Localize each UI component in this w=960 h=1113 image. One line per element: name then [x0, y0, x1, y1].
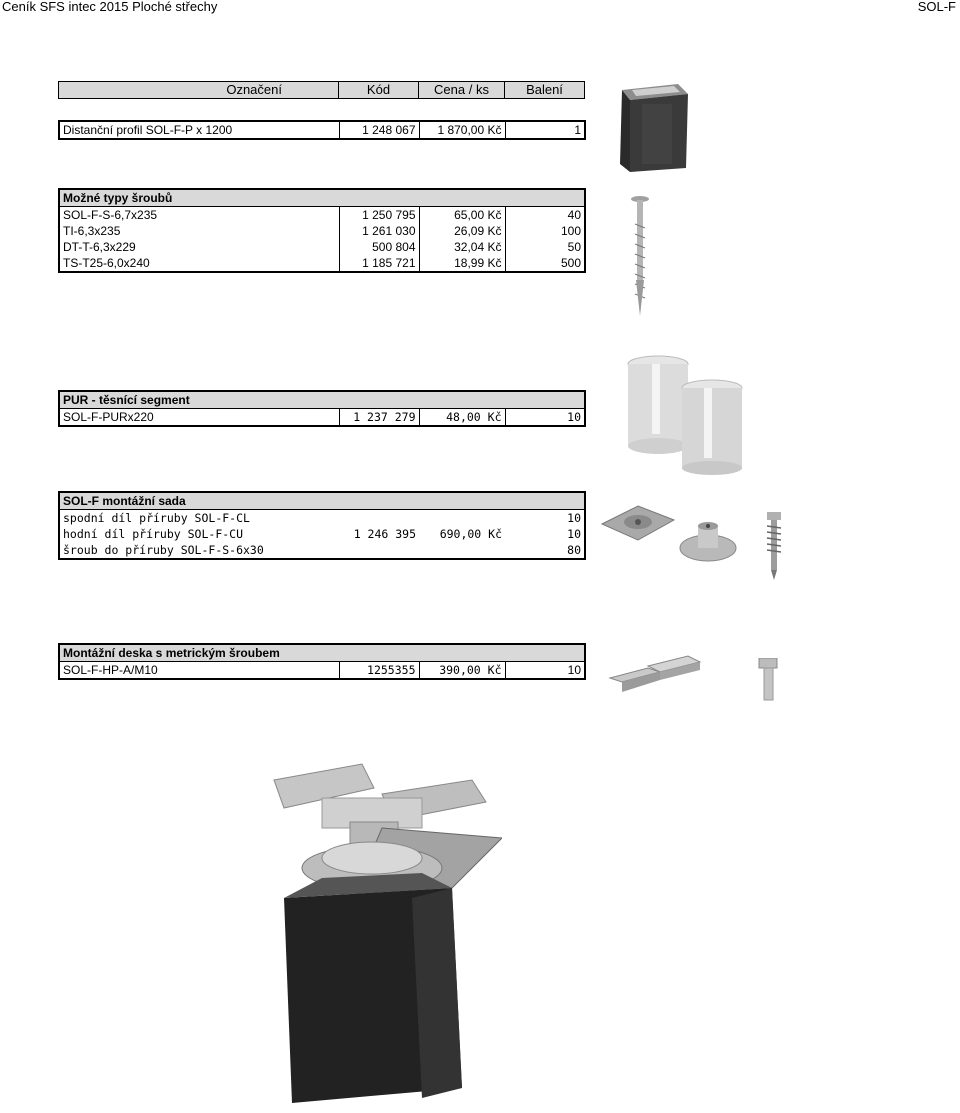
table-row [59, 223, 585, 239]
distance-profile-image [612, 76, 692, 176]
item-name: Distanční profil SOL-F-P x 1200 [63, 123, 233, 137]
table-row [59, 662, 585, 680]
table-row [59, 526, 585, 542]
column-header-name: Označení [59, 82, 339, 99]
flange-lower-image [598, 502, 678, 542]
item-code: 500 804 [339, 239, 419, 255]
table-row [59, 409, 585, 427]
item-price: 48,00 Kč [419, 409, 505, 427]
item-price: 65,00 Kč [419, 207, 505, 224]
item-code: 1 248 067 [339, 121, 419, 139]
document-header-title: Ceník SFS intec 2015 Ploché střechy [2, 0, 218, 14]
item-code: 1255355 [339, 662, 419, 680]
column-header-pack: Balení [505, 82, 585, 99]
pur-table [58, 390, 586, 427]
item-price: 690,00 Kč [439, 527, 502, 541]
item-code: 1 237 279 [339, 409, 419, 427]
distance-profile-table [58, 120, 586, 140]
column-header-code: Kód [339, 82, 419, 99]
item-pack: 10 [567, 410, 582, 424]
item-price: 390,00 Kč [419, 662, 505, 680]
table-row [59, 207, 585, 224]
column-header-price: Cena / ks [419, 82, 505, 99]
montage-set-table [58, 491, 586, 560]
item-code: 1 246 395 [353, 527, 416, 541]
metric-bolt-image [756, 658, 780, 702]
item-price: 32,04 Kč [419, 239, 505, 255]
pur-segment-image [622, 352, 748, 476]
assembly-illustration [262, 758, 502, 1108]
section-title: PUR - těsnící segment [59, 391, 585, 409]
screw-image [625, 194, 655, 320]
mount-plate-image [608, 652, 704, 700]
item-pack: 100 [561, 224, 582, 238]
flange-screw-image [762, 512, 786, 580]
item-name: TI-6,3x235 [63, 224, 121, 238]
mount-plate-table [58, 643, 586, 680]
item-pack: 500 [561, 256, 582, 270]
table-row [59, 239, 585, 255]
item-code: 1 185 721 [339, 255, 419, 272]
item-code: 1 261 030 [339, 223, 419, 239]
section-title: SOL-F montážní sada [59, 492, 585, 510]
flange-upper-image [678, 520, 738, 568]
item-name: SOL-F-S-6,7x235 [63, 208, 158, 222]
table-row [59, 510, 585, 527]
price-header-table [58, 81, 585, 99]
table-row [59, 255, 585, 272]
item-pack: 10 [567, 511, 581, 525]
item-name: DT-T-6,3x229 [63, 240, 136, 254]
item-pack: 40 [567, 208, 582, 222]
table-row [59, 121, 585, 139]
item-name: SOL-F-HP-A/M10 [63, 663, 158, 677]
section-title: Montážní deska s metrickým šroubem [59, 644, 585, 662]
item-pack: 50 [567, 240, 582, 254]
section-title: Možné typy šroubů [59, 189, 585, 207]
item-price: 1 870,00 Kč [419, 121, 505, 139]
item-pack: 10 [567, 527, 581, 541]
item-name: hodní díl příruby SOL-F-CU [63, 527, 244, 541]
item-price: 26,09 Kč [419, 223, 505, 239]
item-pack: 10 [567, 663, 581, 677]
item-name: šroub do příruby SOL-F-S-6x30 [63, 543, 264, 557]
item-pack: 80 [567, 543, 581, 557]
table-row [59, 542, 585, 559]
item-price: 18,99 Kč [419, 255, 505, 272]
item-name: TS-T25-6,0x240 [63, 256, 150, 270]
item-name: spodní díl příruby SOL-F-CL [63, 511, 250, 525]
item-code: 1 250 795 [339, 207, 419, 224]
screws-table [58, 188, 586, 273]
column-header-row [59, 82, 585, 99]
document-header-code: SOL-F [917, 0, 956, 14]
item-pack: 1 [574, 123, 581, 137]
item-name: SOL-F-PURx220 [63, 410, 154, 424]
